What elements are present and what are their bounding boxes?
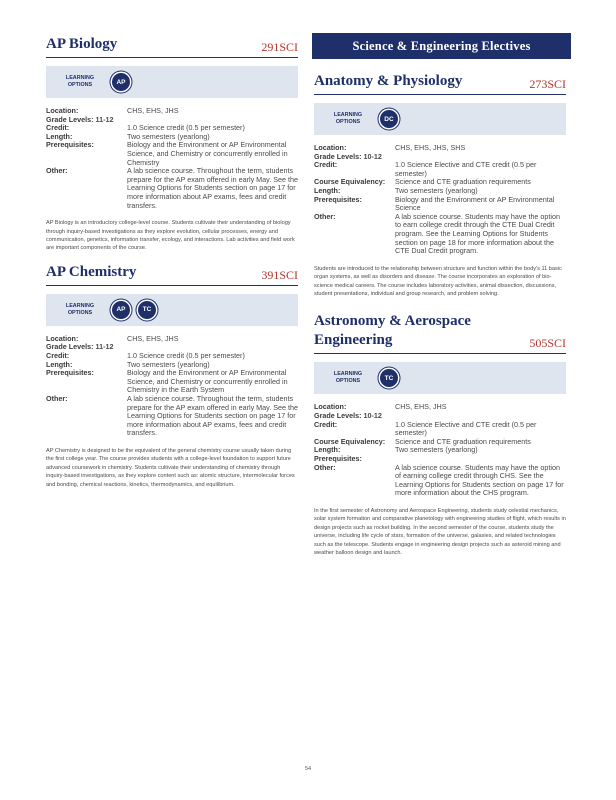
detail-label: Grade Levels: (46, 114, 94, 124)
course-title: AP Biology (46, 36, 118, 52)
course-header (314, 72, 566, 95)
detail-row-other (314, 464, 566, 498)
left-column (46, 0, 298, 495)
detail-row-other (46, 395, 298, 438)
ap-icon: AP (112, 73, 130, 91)
learning-options-label: LEARNING OPTIONS (333, 112, 363, 125)
course-anatomy-physiology (314, 72, 566, 298)
detail-label: Course Equivalency: (314, 177, 386, 187)
right-column (314, 72, 566, 563)
tc-icon: TC (138, 301, 156, 319)
course-details (46, 335, 298, 438)
ap-icon: AP (112, 301, 130, 319)
detail-value: A lab science course. Throughout the term, students prepare for the AP exam offered in early May. See the Learning Options for Students section on page 17 for more information about AP exams, fees and credit transfers. (127, 393, 298, 438)
learning-options-box (314, 362, 566, 394)
course-details (314, 403, 566, 498)
learning-options-label: LEARNING OPTIONS (65, 302, 95, 316)
course-code: 291SCI (261, 40, 298, 54)
tc-icon: TC (380, 369, 398, 387)
course-ap-chemistry (46, 263, 298, 489)
detail-label: Credit: (46, 350, 70, 360)
course-code: 391SCI (261, 267, 298, 282)
detail-value: Science and CTE graduation requirements (395, 177, 531, 187)
detail-row-prerequisites (46, 141, 298, 167)
learning-options-box (46, 66, 298, 98)
detail-label: Length: (46, 359, 73, 369)
detail-value: CHS, EHS, JHS (395, 402, 447, 412)
section-banner: Science & Engineering Electives (312, 33, 571, 59)
course-title: Astronomy & Aerospace Engineering (314, 313, 471, 349)
detail-value: Biology and the Environment or AP Environmental Science, and Chemistry or concurrently enrolled in Chemistry in the Earth System (127, 368, 288, 395)
detail-label: Prerequisites: (314, 453, 362, 463)
course-ap-biology (46, 35, 298, 253)
detail-label: Prerequisites: (46, 368, 94, 378)
detail-label: Credit: (314, 160, 338, 170)
detail-row-prerequisites (314, 196, 566, 213)
detail-value: Two semesters (yearlong) (127, 131, 210, 141)
detail-value: CHS, EHS, JHS (127, 106, 179, 115)
detail-value: A lab science course. Students may have the option of earning college credit through CHS. See the Learning Options for Students section on page 17 for more information about the CHS program. (395, 462, 564, 498)
detail-label: Course Equivalency: (314, 436, 386, 446)
detail-value: Science and CTE graduation requirements (395, 436, 531, 446)
learning-options-label: LEARNING OPTIONS (333, 371, 363, 385)
detail-label: Prerequisites: (46, 140, 94, 150)
detail-label: Other: (46, 166, 68, 176)
detail-row-other (46, 167, 298, 210)
course-description: In the first semester of Astronomy and Aerospace Engineering, students study celestial mechanics, solar system formation and comparative planetology with engineering studies of flight, which results in design projects such as rocket building. In the second semester of the course, students study the universe, including life cycle of stars, formation of the universe, galaxies, and related technologies such as the telescope. Students engage in engineering design projects such as asteroid mining and weather balloon design and launch. (314, 507, 566, 556)
detail-value: 10-12 (363, 410, 382, 420)
detail-label: Grade Levels: (314, 151, 362, 161)
course-details (314, 144, 566, 256)
course-details (46, 107, 298, 210)
detail-label: Credit: (314, 419, 338, 429)
detail-label: Location: (314, 402, 347, 412)
detail-value: 11-12 (95, 114, 114, 124)
detail-label: Grade Levels: (46, 342, 94, 352)
detail-value: Two semesters (yearlong) (395, 185, 478, 195)
course-description: AP Biology is an introductory college-level course. Students cultivate their understanding of biology through inquiry-based investigations as they explore evolution, cellular processes, energy and communication, genetics, information transfer, ecology, and interactions. Lab activities and field work are important components of the course. (46, 220, 295, 252)
detail-value: A lab science course. Throughout the term, students prepare for the AP exam offered in early May. See the Learning Options for Students section on page 17 for more information about AP exams, fees and credit transfers. (127, 166, 298, 210)
detail-label: Grade Levels: (314, 410, 362, 420)
detail-value: CHS, EHS, JHS, SHS (395, 143, 466, 152)
course-header (46, 263, 298, 286)
detail-label: Location: (314, 143, 347, 152)
course-code: 273SCI (529, 77, 566, 91)
course-header (314, 312, 566, 354)
learning-options-box (46, 294, 298, 326)
detail-label: Other: (46, 393, 68, 403)
detail-value: Biology and the Environment or AP Environmental Science (395, 194, 555, 213)
detail-label: Other: (314, 211, 336, 221)
detail-label: Length: (314, 185, 341, 195)
course-description: AP Chemistry is designed to be the equivalent of the general chemistry course usually taken during the first college year. The course provides students with a college-level foundation to support future advanced coursework in chemistry. Students cultivate their understanding of chemistry through inquiry-based investigations, as they explore content such as: atomic structure, intermolecular forces and bonding, chemical reactions, kinetics, thermodynamics, and equilibrium. (46, 447, 295, 488)
detail-row-credit (314, 161, 566, 178)
learning-options-label: LEARNING OPTIONS (65, 75, 95, 88)
course-title: Anatomy & Physiology (314, 73, 463, 89)
detail-value: 1.0 Science credit (0.5 per semester) (127, 350, 245, 360)
detail-label: Other: (314, 462, 336, 472)
detail-label: Length: (314, 445, 341, 455)
detail-value: CHS, EHS, JHS (127, 333, 179, 343)
detail-value: 11-12 (95, 342, 114, 352)
course-astronomy-aerospace (314, 312, 566, 557)
course-header (46, 35, 298, 58)
page-number: 54 (304, 766, 312, 772)
detail-label: Length: (46, 131, 73, 141)
learning-options-box (314, 103, 566, 135)
detail-value: 1.0 Science credit (0.5 per semester) (127, 123, 245, 133)
detail-value: A lab science course. Students may have the option to earn college credit through the CTE Dual Credit program. See the Learning Options for Students section on page 18 for more information about the CTE Dual Credit program. (395, 211, 561, 256)
detail-label: Location: (46, 333, 79, 343)
course-code: 505SCI (529, 336, 566, 351)
detail-row-credit (314, 421, 566, 438)
detail-value: 10-12 (363, 151, 382, 161)
detail-row-other (314, 213, 566, 256)
detail-label: Location: (46, 106, 79, 115)
detail-value: 1.0 Science Elective and CTE credit (0.5 per semester) (395, 419, 537, 438)
detail-label: Prerequisites: (314, 194, 362, 204)
course-description: Students are introduced to the relationship between structure and function within the body's 11 basic organ systems, as well as disorders and disease. The course incorporates an exploration of bio-science medical careers. The course includes laboratory activities, animal dissection, discussions, student presentations, individual and group research, and problem solving. (314, 265, 562, 297)
course-title: AP Chemistry (46, 263, 137, 280)
detail-label: Credit: (46, 123, 70, 133)
detail-row-prerequisites (46, 369, 298, 395)
detail-value: Biology and the Environment or AP Environmental Science, and Chemistry or concurrently enrolled in Chemistry (127, 140, 288, 167)
detail-value: 1.0 Science Elective and CTE credit (0.5 per semester) (395, 160, 537, 178)
detail-value: Two semesters (yearlong) (127, 359, 210, 369)
detail-value: Two semesters (yearlong) (395, 445, 478, 455)
dual-credit-icon: DC (380, 110, 398, 128)
